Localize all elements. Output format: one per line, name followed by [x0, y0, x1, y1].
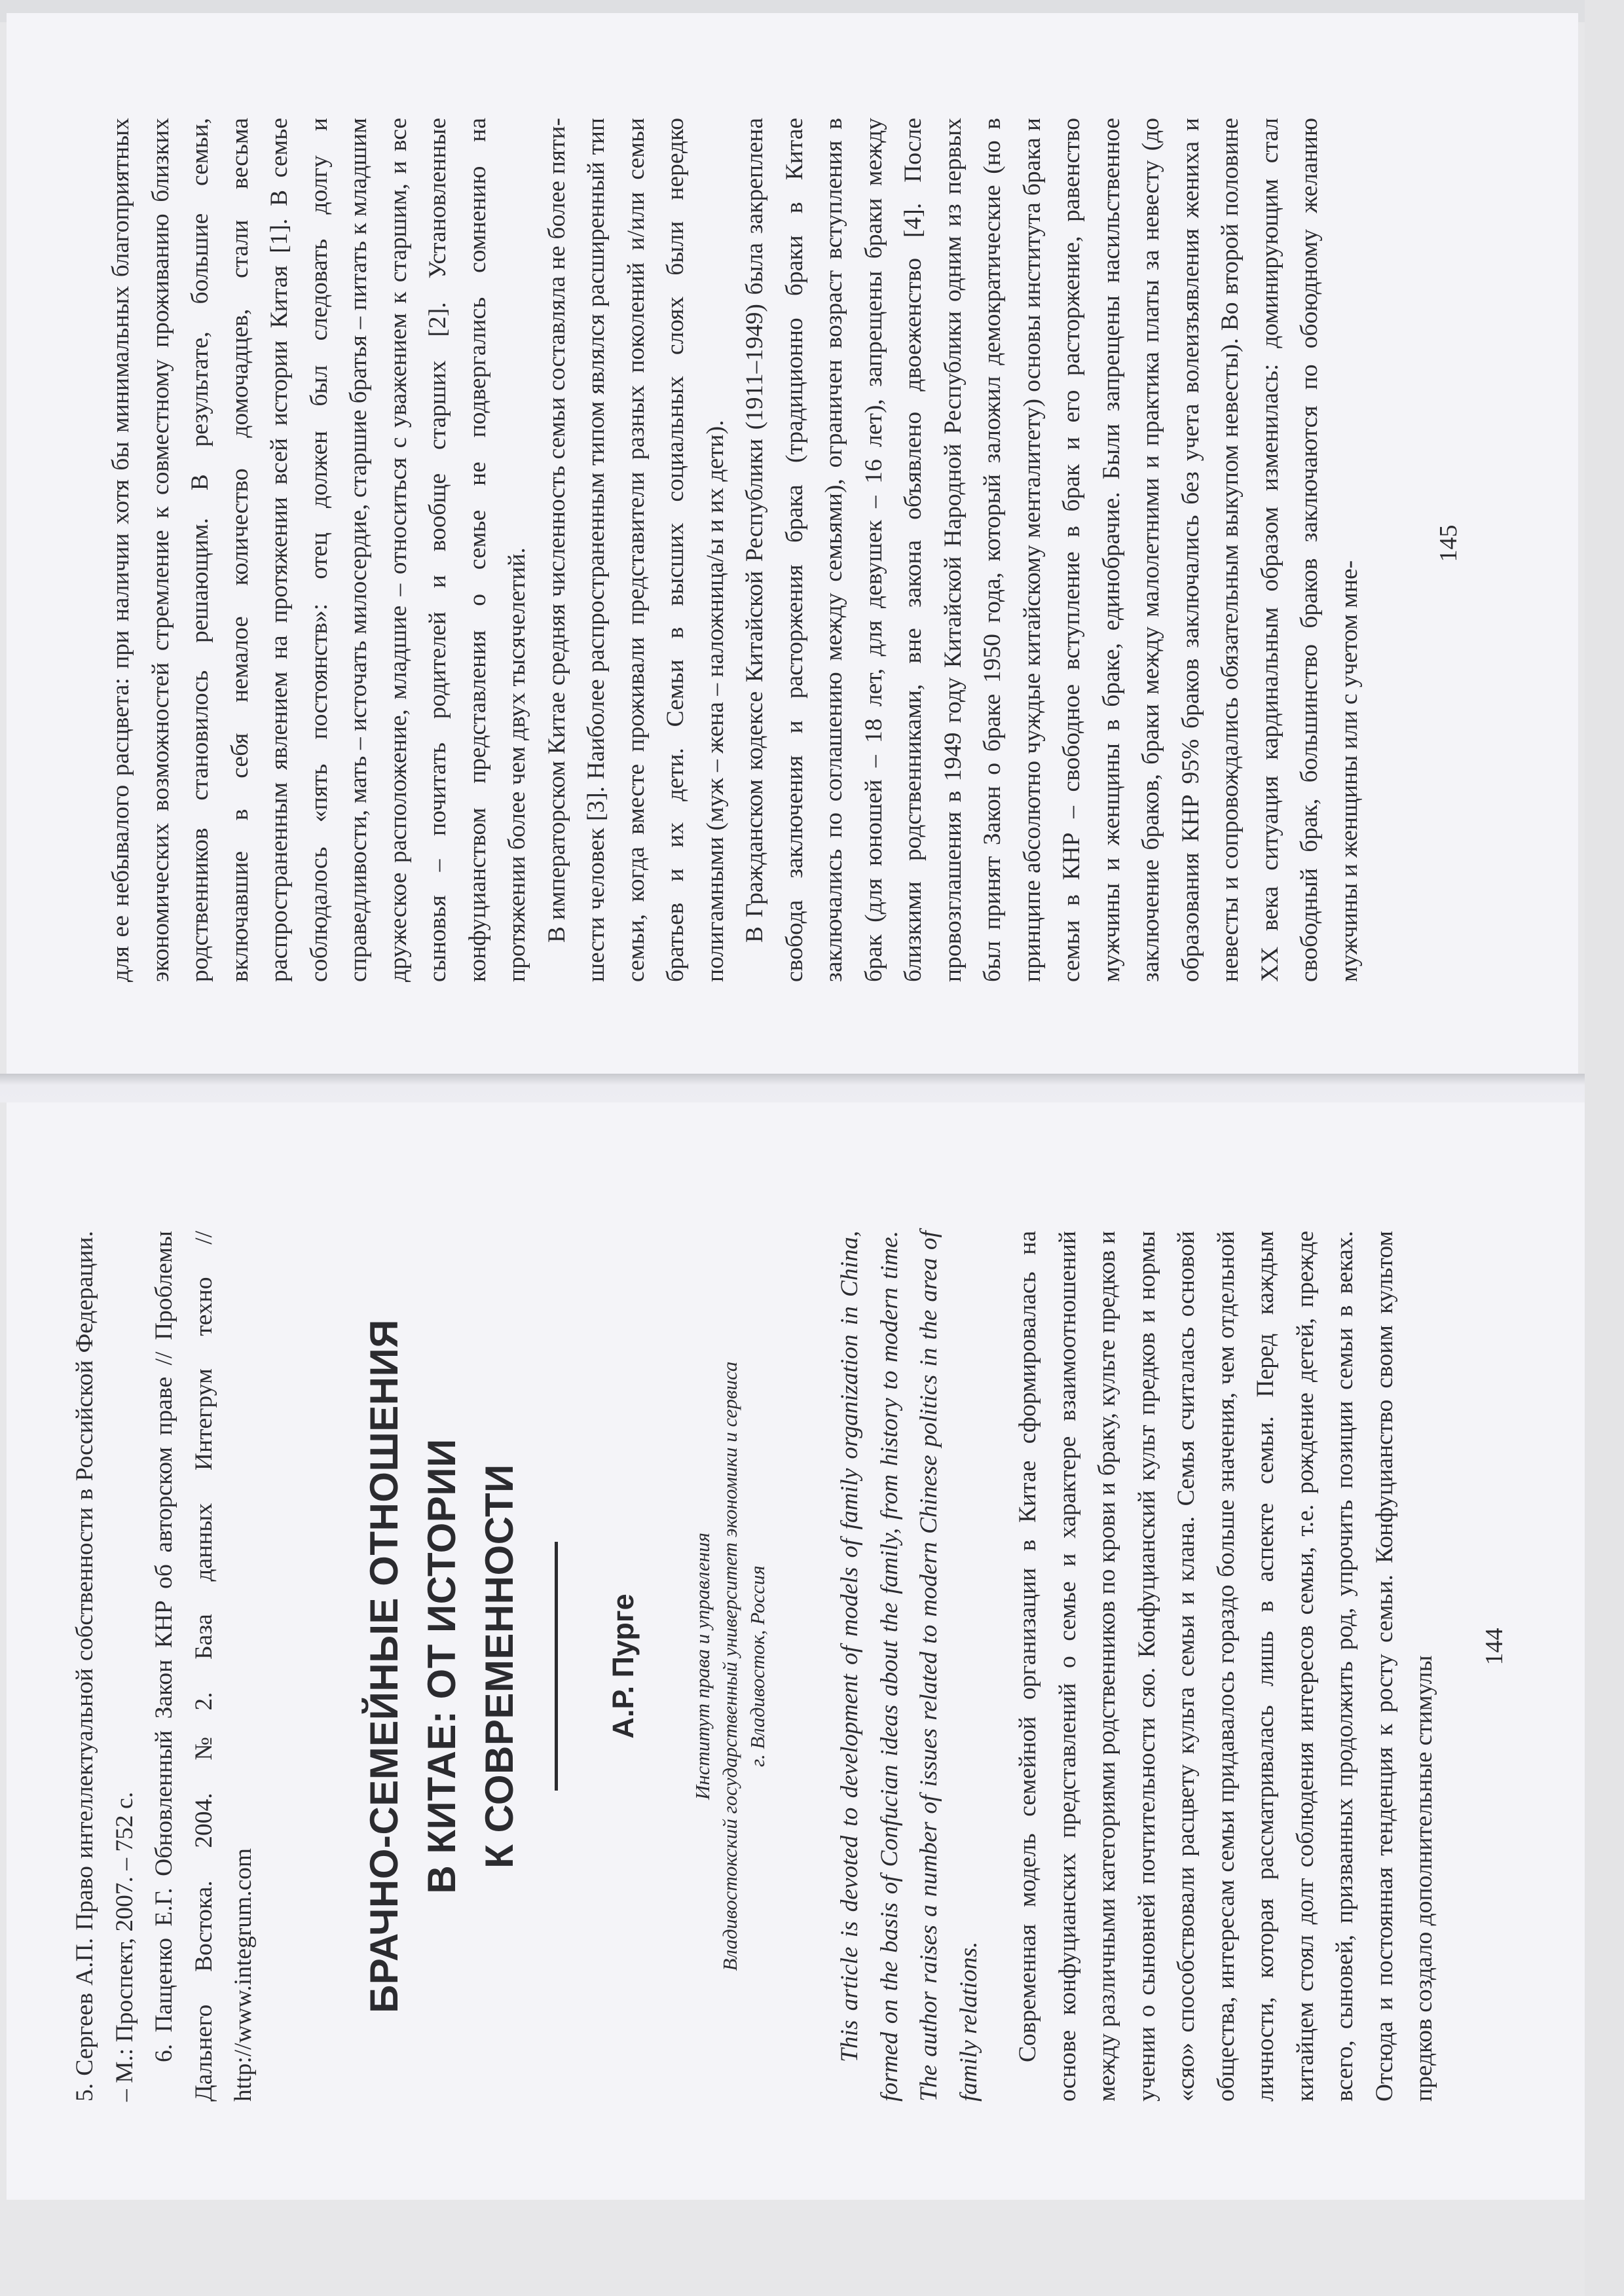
article-abstract: This article is devoted to development of models of family organization in China, formed on the basis of Confucian ideas about the family, from history to modern time. The author raises a number of issues related to modern Chinese politics in the area of family relations.: [836, 1231, 982, 2102]
right-page: [7, 13, 1578, 1074]
left-page: [7, 1093, 1585, 2200]
left-page-content: [65, 1231, 1445, 2102]
reference-item: 5. Сергеев А.П. Право интеллектуальной собственности в Российской Федерации. – М.: Проспект, 2007. – 752 с.: [71, 1231, 138, 2102]
book-spine-gutter: [0, 1074, 1585, 1102]
affiliation-line: Владивостокский государственный университет экономики и сервиса: [718, 1361, 741, 1971]
article-title-line: БРАЧНО-СЕМЕЙНЫЕ ОТНОШЕНИЯ: [361, 1319, 406, 2013]
article-header: [356, 1231, 772, 2102]
scan-right-margin: [1585, 0, 1624, 2296]
body-paragraph: для ее небывалого расцвета: при наличии хотя бы минимальных благоприятных экономических возможностей стремление к совместному проживанию близких родственников становилось решающим. В результате, большие семьи, включавшие в себя немалое количество домочадцев, стали весьма распространенным явлением на протяжении всей истории Китая [1]. В семье соблюдалось «пять постоянств»: отец должен был следовать долгу и справедливости, мать – источать милосердие, старшие братья – питать к младшим дружеское расположение, младшие – относиться с уважением к старшим, и все сыновья – почитать родителей и вообще старших [2]. Установленные конфуцианством представления о семье не подвергались сомнению на протяжении более чем двух тысячелетий.: [107, 118, 530, 982]
reference-item: 6. Пащенко Е.Г. Обновленный Закон КНР об авторском праве // Проблемы Дальнего Востока. 2004. №2. База данных Интегрум техно // http://www.integrum.com: [151, 1231, 257, 2102]
article-title-line: В КИТАЕ: ОТ ИСТОРИИ: [419, 1438, 464, 1894]
body-paragraph: В императорском Китае средняя численность семьи составляла не более пяти-шести человек [3]. Наиболее распространенным типом являлся расширенный тип семьи, когда вместе проживали представители разных поколений и/или семьи братьев и их дети. Семьи в высших социальных слоях были нередко полигамными (муж – жена – наложница/ы и их дети).: [543, 118, 729, 982]
article-author: А.Р. Пурге: [606, 1594, 640, 1739]
article-title-line: К СОВРЕМЕННОСТИ: [477, 1464, 521, 1868]
affiliation-line: г. Владивосток, Россия: [746, 1565, 769, 1767]
title-divider: [555, 1542, 558, 1791]
article-body-paragraph: Современная модель семейной организации в Китае сформировалась на основе конфуцианских представлений о семье и характере взаимоотношений между различными категориями родственников по крови и браку, культе предков и учении о сыновней почтительности сяо. Конфуцианский культ предков и нормы «сяо» способствовали расцвету культа семьи и клана. Семья считалась основой общества, интересам семьи придавалось гораздо больше значения, чем отдельной личности, которая рассматривалась лишь в аспекте семьи. Перед каждым китайцем стоял долг соблюдения интересов семьи, т.е. рождение детей, прежде всего, сыновей, призванных продолжить род, упрочить позиции семьи в веках. Отсюда и постоянная тенденция к росту семьи. Конфуцианство своим культом предков создало дополнительные стимулы: [1014, 1231, 1437, 2102]
body-paragraph: В Гражданском кодексе Китайской Республики (1911–1949) была закреплена свобода заключения и расторжения брака (традиционно браки в Китае заключались по соглашению между семьями), ограничен возраст вступления в брак (для юношей – 18 лет, для девушек – 16 лет), запрещены браки между близкими родственниками, вне закона объявлено двоеженство [4]. После провозглашения в 1949 году Китайской Народной Республики одним из первых был принят Закон о браке 1950 года, который заложил демократические (но в принципе абсолютно чуждые китайскому менталитету) основы института брака и семьи в КНР – свободное вступление в брак и его расторжение, равенство мужчины и женщины в браке, единобрачие. Были запрещены насильственное заключение браков, браки между малолетними и практика платы за невесту (до образования КНР 95% браков заключались без учета волеизъявления жениха и невесты и сопровождались обязательным выкупом невесты). Во второй половине XX века ситуация кардинальным образом изменилась: доминирующим стал свободный брак, большинство браков заключаются по обоюдному желанию мужчины и женщины или с учетом мне-: [741, 118, 1363, 982]
right-page-content: [101, 118, 1369, 982]
affiliation-line: Институт права и управления: [691, 1532, 714, 1800]
page-number: 145: [1435, 524, 1462, 562]
page-number: 144: [1481, 1628, 1508, 1666]
